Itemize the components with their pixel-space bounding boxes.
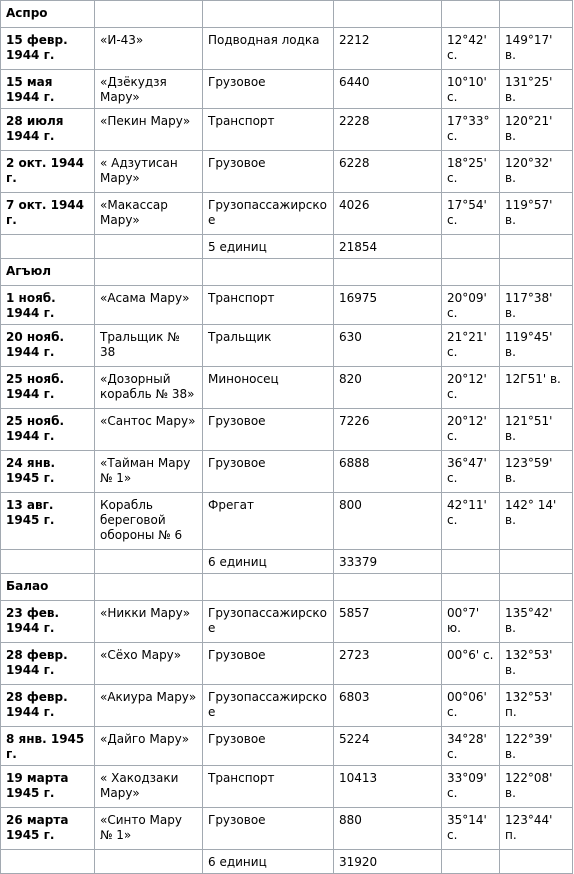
ship-name-cell: «Сёхо Мару» xyxy=(95,643,203,685)
longitude-cell: 123°59' в. xyxy=(500,451,573,493)
table-row xyxy=(1,451,573,493)
empty-cell xyxy=(500,259,573,286)
tonnage-cell: 820 xyxy=(334,367,442,409)
tonnage-cell: 2723 xyxy=(334,643,442,685)
latitude-cell: 12°42' с. xyxy=(442,28,500,70)
tonnage-cell: 2228 xyxy=(334,109,442,151)
empty-cell xyxy=(1,235,95,259)
empty-cell xyxy=(442,259,500,286)
date-cell: 28 февр. 1944 г. xyxy=(1,685,95,727)
latitude-cell: 35°14' с. xyxy=(442,808,500,850)
empty-cell xyxy=(334,259,442,286)
empty-cell xyxy=(500,235,573,259)
ship-name-cell: «И-43» xyxy=(95,28,203,70)
ship-name-cell: «Дозорный корабль № 38» xyxy=(95,367,203,409)
tonnage-cell: 10413 xyxy=(334,766,442,808)
ship-name-cell: «Дайго Мару» xyxy=(95,727,203,766)
tonnage-cell: 16975 xyxy=(334,286,442,325)
empty-cell xyxy=(500,550,573,574)
total-tonnage-cell: 33379 xyxy=(334,550,442,574)
empty-cell xyxy=(500,574,573,601)
empty-cell xyxy=(95,550,203,574)
section-name: Аспро xyxy=(1,1,95,28)
longitude-cell: 123°44' п. xyxy=(500,808,573,850)
date-cell: 28 февр. 1944 г. xyxy=(1,643,95,685)
longitude-cell: 149°17' в. xyxy=(500,28,573,70)
empty-cell xyxy=(95,850,203,874)
ship-name-cell: «Асама Мару» xyxy=(95,286,203,325)
ship-type-cell: Грузовое xyxy=(203,151,334,193)
date-cell: 8 янв. 1945 г. xyxy=(1,727,95,766)
latitude-cell: 00°7' ю. xyxy=(442,601,500,643)
date-cell: 2 окт. 1944 г. xyxy=(1,151,95,193)
table-row xyxy=(1,109,573,151)
table-row xyxy=(1,808,573,850)
empty-cell xyxy=(95,574,203,601)
longitude-cell: 142° 14' в. xyxy=(500,493,573,550)
empty-cell xyxy=(442,1,500,28)
longitude-cell: 119°57' в. xyxy=(500,193,573,235)
total-units-cell: 6 единиц xyxy=(203,550,334,574)
total-tonnage-cell: 21854 xyxy=(334,235,442,259)
tonnage-cell: 2212 xyxy=(334,28,442,70)
tonnage-cell: 6803 xyxy=(334,685,442,727)
ship-type-cell: Грузовое xyxy=(203,727,334,766)
section-header-row xyxy=(1,1,573,28)
ship-name-cell: «Акиура Мару» xyxy=(95,685,203,727)
longitude-cell: 132°53' п. xyxy=(500,685,573,727)
section-total-row xyxy=(1,235,573,259)
tonnage-cell: 6228 xyxy=(334,151,442,193)
date-cell: 20 нояб. 1944 г. xyxy=(1,325,95,367)
section-name: Агъюл xyxy=(1,259,95,286)
ship-type-cell: Транспорт xyxy=(203,766,334,808)
empty-cell xyxy=(95,259,203,286)
table-row xyxy=(1,409,573,451)
ship-type-cell: Грузопассажирское xyxy=(203,193,334,235)
ship-type-cell: Грузовое xyxy=(203,409,334,451)
empty-cell xyxy=(203,259,334,286)
table-row xyxy=(1,493,573,550)
longitude-cell: 120°21' в. xyxy=(500,109,573,151)
tonnage-cell: 6440 xyxy=(334,70,442,109)
empty-cell xyxy=(334,1,442,28)
empty-cell xyxy=(95,1,203,28)
ship-name-cell: «Сантос Мару» xyxy=(95,409,203,451)
table-row xyxy=(1,766,573,808)
tonnage-cell: 5857 xyxy=(334,601,442,643)
date-cell: 1 нояб. 1944 г. xyxy=(1,286,95,325)
ship-name-cell: «Тайман Мару № 1» xyxy=(95,451,203,493)
empty-cell xyxy=(442,574,500,601)
table-row xyxy=(1,28,573,70)
section-name: Балао xyxy=(1,574,95,601)
table-row xyxy=(1,193,573,235)
tonnage-cell: 880 xyxy=(334,808,442,850)
section-header-row xyxy=(1,574,573,601)
ship-type-cell: Грузопассажирское xyxy=(203,601,334,643)
empty-cell xyxy=(500,1,573,28)
table-row xyxy=(1,70,573,109)
ship-type-cell: Грузовое xyxy=(203,451,334,493)
ship-type-cell: Грузопассажирское xyxy=(203,685,334,727)
table-row xyxy=(1,643,573,685)
empty-cell xyxy=(203,574,334,601)
tonnage-cell: 4026 xyxy=(334,193,442,235)
date-cell: 19 марта 1945 г. xyxy=(1,766,95,808)
latitude-cell: 33°09' с. xyxy=(442,766,500,808)
ship-name-cell: «Никки Мару» xyxy=(95,601,203,643)
empty-cell xyxy=(442,850,500,874)
table-row xyxy=(1,727,573,766)
date-cell: 28 июля 1944 г. xyxy=(1,109,95,151)
latitude-cell: 21°21' с. xyxy=(442,325,500,367)
ship-type-cell: Миноносец xyxy=(203,367,334,409)
latitude-cell: 17°33° с. xyxy=(442,109,500,151)
latitude-cell: 18°25' с. xyxy=(442,151,500,193)
ship-type-cell: Транспорт xyxy=(203,286,334,325)
latitude-cell: 00°06' с. xyxy=(442,685,500,727)
date-cell: 24 янв. 1945 г. xyxy=(1,451,95,493)
section-header-row xyxy=(1,259,573,286)
table-row xyxy=(1,286,573,325)
table-row xyxy=(1,367,573,409)
empty-cell xyxy=(500,850,573,874)
date-cell: 26 марта 1945 г. xyxy=(1,808,95,850)
ship-name-cell: «Пекин Мару» xyxy=(95,109,203,151)
date-cell: 13 авг. 1945 г. xyxy=(1,493,95,550)
date-cell: 7 окт. 1944 г. xyxy=(1,193,95,235)
tonnage-cell: 800 xyxy=(334,493,442,550)
ship-name-cell: « Адзутисан Мару» xyxy=(95,151,203,193)
ship-name-cell: Тральщик № 38 xyxy=(95,325,203,367)
tonnage-cell: 6888 xyxy=(334,451,442,493)
latitude-cell: 34°28' с. xyxy=(442,727,500,766)
empty-cell xyxy=(442,235,500,259)
date-cell: 25 нояб. 1944 г. xyxy=(1,367,95,409)
latitude-cell: 10°10' с. xyxy=(442,70,500,109)
ship-type-cell: Фрегат xyxy=(203,493,334,550)
latitude-cell: 20°12' с. xyxy=(442,409,500,451)
section-total-row xyxy=(1,850,573,874)
total-units-cell: 6 единиц xyxy=(203,850,334,874)
latitude-cell: 00°6' с. xyxy=(442,643,500,685)
ship-name-cell: «Синто Мару № 1» xyxy=(95,808,203,850)
longitude-cell: 131°25' в. xyxy=(500,70,573,109)
date-cell: 23 фев. 1944 г. xyxy=(1,601,95,643)
longitude-cell: 132°53' в. xyxy=(500,643,573,685)
date-cell: 15 февр. 1944 г. xyxy=(1,28,95,70)
ship-type-cell: Грузовое xyxy=(203,643,334,685)
table-row xyxy=(1,325,573,367)
date-cell: 15 мая 1944 г. xyxy=(1,70,95,109)
empty-cell xyxy=(442,550,500,574)
ship-type-cell: Грузовое xyxy=(203,70,334,109)
longitude-cell: 121°51' в. xyxy=(500,409,573,451)
tonnage-cell: 630 xyxy=(334,325,442,367)
longitude-cell: 122°39' в. xyxy=(500,727,573,766)
ship-type-cell: Подводная лодка xyxy=(203,28,334,70)
ship-type-cell: Транспорт xyxy=(203,109,334,151)
latitude-cell: 42°11' с. xyxy=(442,493,500,550)
section-total-row xyxy=(1,550,573,574)
empty-cell xyxy=(334,574,442,601)
latitude-cell: 36°47' с. xyxy=(442,451,500,493)
ship-name-cell: Корабль береговой обороны № 6 xyxy=(95,493,203,550)
empty-cell xyxy=(1,550,95,574)
ship-name-cell: «Макассар Мару» xyxy=(95,193,203,235)
empty-cell xyxy=(95,235,203,259)
total-units-cell: 5 единиц xyxy=(203,235,334,259)
latitude-cell: 20°09' с. xyxy=(442,286,500,325)
longitude-cell: 119°45' в. xyxy=(500,325,573,367)
tonnage-cell: 5224 xyxy=(334,727,442,766)
longitude-cell: 12Г51' в. xyxy=(500,367,573,409)
latitude-cell: 20°12' с. xyxy=(442,367,500,409)
longitude-cell: 117°38' в. xyxy=(500,286,573,325)
ship-name-cell: «Дзёкудзя Мару» xyxy=(95,70,203,109)
ship-name-cell: « Хакодзаки Мару» xyxy=(95,766,203,808)
longitude-cell: 135°42' в. xyxy=(500,601,573,643)
longitude-cell: 120°32' в. xyxy=(500,151,573,193)
longitude-cell: 122°08' в. xyxy=(500,766,573,808)
ship-type-cell: Тральщик xyxy=(203,325,334,367)
table-row xyxy=(1,151,573,193)
tonnage-cell: 7226 xyxy=(334,409,442,451)
total-tonnage-cell: 31920 xyxy=(334,850,442,874)
table-row xyxy=(1,685,573,727)
table-body xyxy=(1,1,573,874)
table-row xyxy=(1,601,573,643)
empty-cell xyxy=(203,1,334,28)
ship-type-cell: Грузовое xyxy=(203,808,334,850)
empty-cell xyxy=(1,850,95,874)
latitude-cell: 17°54' с. xyxy=(442,193,500,235)
date-cell: 25 нояб. 1944 г. xyxy=(1,409,95,451)
